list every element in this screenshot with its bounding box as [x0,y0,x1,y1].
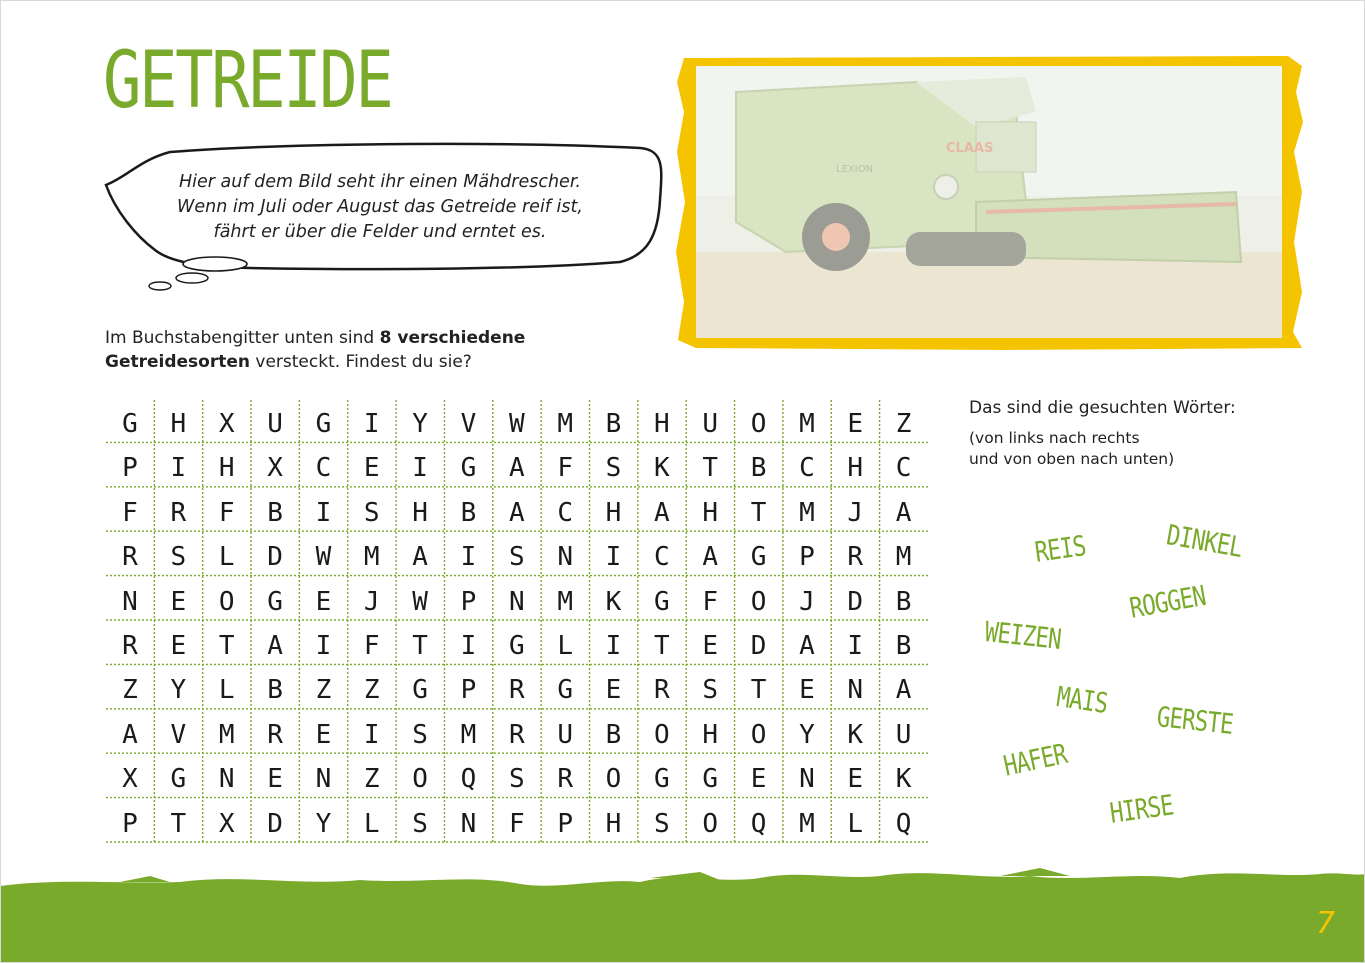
bubble-line: Wenn im Juli oder August das Getreide reif ist, [177,197,583,217]
grid-cell[interactable]: O [750,409,767,439]
intro-part2: versteckt. Findest du sie? [250,352,472,372]
word-list-title: Das sind die gesuchten Wörter: [969,398,1236,418]
grid-cell[interactable]: E [702,631,719,661]
grid-cell[interactable]: O [654,719,670,750]
grid-cell[interactable]: X [218,808,235,839]
grid-cell[interactable]: E [315,586,332,617]
grid-cell[interactable]: D [267,542,283,573]
bubble-line: fährt er über die Felder und erntet es. [213,222,547,242]
grid-cell[interactable]: E [267,764,283,795]
model-label: LEXION [836,164,874,175]
intro-bold2: Getreidesorten [105,352,250,372]
word-dinkel: DINKEL [1164,518,1245,564]
grid-cell[interactable]: Z [363,764,380,795]
grid-cell[interactable]: G [170,764,187,795]
grid-cell[interactable]: A [895,675,912,706]
grid-cell[interactable]: I [412,453,428,484]
grid-cell[interactable]: T [412,631,428,661]
grid-cell[interactable]: M [799,409,815,439]
grid-cell[interactable]: B [895,631,912,661]
grid-cell[interactable]: R [122,542,138,573]
grid-cell[interactable]: P [799,542,815,573]
word-roggen: ROGGEN [1127,579,1208,625]
grid-cell[interactable]: N [460,808,477,839]
grid-cell[interactable]: G [412,675,428,706]
grid-cell[interactable]: S [508,542,525,573]
brand-label: CLAAS [946,141,994,156]
grid-cell[interactable]: X [122,764,138,795]
grid-cell[interactable]: Q [895,808,912,839]
grid-cell[interactable]: T [702,453,719,484]
grid-cell[interactable]: E [315,719,332,750]
word-hafer: HAFER [1000,737,1070,783]
grid-cell[interactable]: D [750,631,767,661]
grid-cell[interactable]: F [557,453,573,484]
grid-cell[interactable]: P [122,808,138,839]
grid-cell[interactable]: S [654,808,670,839]
grid-cell[interactable]: C [315,453,332,484]
grid-cell[interactable]: M [557,409,573,439]
grid-cell[interactable]: I [460,631,477,661]
grid-cell[interactable]: G [315,409,332,439]
grid-cell[interactable]: H [605,808,622,839]
grid-cell[interactable]: H [412,497,428,528]
grid-cell[interactable]: B [750,453,767,484]
grid-cell[interactable]: P [460,675,477,706]
grid-cell[interactable]: L [847,808,864,839]
grid-cell[interactable]: I [847,631,864,661]
grid-cell[interactable]: Y [315,808,332,839]
grid-cell[interactable]: P [460,586,477,617]
grid-cell[interactable]: D [267,808,283,839]
grid-cell[interactable]: O [412,764,428,795]
grid-cell[interactable]: C [654,542,670,573]
grid-cell[interactable]: M [895,542,912,573]
grid-cell[interactable]: X [218,409,235,439]
grid-cell[interactable]: W [412,586,428,617]
grid-cell[interactable]: U [895,719,912,750]
grid-cell[interactable]: Q [750,808,767,839]
grid-cell[interactable]: E [363,453,380,484]
grid-cell[interactable]: K [605,586,622,617]
grid-cell[interactable]: F [218,497,235,528]
grid-cell[interactable]: T [170,808,187,839]
grid-cell[interactable]: I [460,542,477,573]
grid-cell[interactable]: R [122,631,138,661]
grid-cell[interactable]: E [750,764,767,795]
grid-cell[interactable]: Z [895,409,912,439]
word-mais: MAIS [1054,680,1110,720]
harvester-photo [676,52,1304,352]
grid-cell[interactable]: A [702,542,719,573]
grid-cell[interactable]: G [557,675,573,706]
grid-cell[interactable]: H [702,497,719,528]
grid-cell[interactable]: X [267,453,283,484]
grid-cell[interactable]: N [315,764,332,795]
grid-cell[interactable]: E [847,409,864,439]
grid-cell[interactable]: N [508,586,525,617]
grid-cell[interactable]: E [799,675,815,706]
grid-cell[interactable]: G [654,586,670,617]
grid-cell[interactable]: S [412,719,428,750]
grid-cell[interactable]: J [363,586,380,617]
grid-cell[interactable]: G [750,542,767,573]
grid-cell[interactable]: L [218,675,235,706]
page-number: 7 [1316,906,1336,941]
grid-cell[interactable]: B [267,497,283,528]
grid-cell[interactable]: A [508,497,525,528]
grid-cell[interactable]: R [267,719,283,750]
word-list-hint-line: und von oben nach unten) [969,450,1175,468]
grid-cell[interactable]: S [412,808,428,839]
grid-cell[interactable]: R [847,542,864,573]
grid-cell[interactable]: Y [799,719,815,750]
grid-cell[interactable]: F [508,808,525,839]
grid-cell[interactable]: H [847,453,864,484]
grid-cell[interactable]: O [605,764,622,795]
grid-cell[interactable]: T [750,675,767,706]
grid-cell[interactable]: Z [122,675,138,706]
grid-cell[interactable]: E [170,631,187,661]
grid-cell[interactable]: M [557,586,573,617]
grid-cell[interactable]: L [363,808,380,839]
grid-cell[interactable]: A [799,631,815,661]
grid-cell[interactable]: P [557,808,573,839]
word-search-grid [106,400,928,844]
green-ground [0,860,1365,963]
word-list-hint-line: (von links nach rechts [969,429,1140,447]
grid-cell[interactable]: I [605,631,622,661]
grid-cell[interactable]: E [170,586,187,617]
grid-cell[interactable]: A [267,631,283,661]
grid-cell[interactable]: B [605,719,622,750]
grid-cell[interactable]: R [170,497,187,528]
harvester-illustration [676,52,1304,352]
grid-cell[interactable]: B [460,497,477,528]
grid-cell[interactable]: O [702,808,719,839]
grid-cell[interactable]: F [702,586,719,617]
grid-cell[interactable]: H [605,497,622,528]
grid-cell[interactable]: U [702,409,719,439]
grid-cell[interactable]: A [508,453,525,484]
grid-cell[interactable]: T [654,631,670,661]
grid-cell[interactable]: U [267,409,283,439]
grid-cell[interactable]: K [895,764,912,795]
word-hirse: HIRSE [1107,788,1176,830]
grid-cell[interactable]: R [557,764,573,795]
grid-cell[interactable]: H [702,719,719,750]
grid-cell[interactable]: O [750,719,767,750]
grid-cell[interactable]: R [508,675,525,706]
grid-cell[interactable]: G [267,586,283,617]
grid-cell[interactable]: J [799,586,815,617]
grid-cell[interactable]: V [460,409,477,439]
grid-cell[interactable]: N [799,764,815,795]
grid-cell[interactable]: K [654,453,670,484]
grid-cell[interactable]: S [363,497,380,528]
grid-cell[interactable]: Z [315,675,332,706]
grid-cell[interactable]: G [654,764,670,795]
grid-cell[interactable]: P [122,453,138,484]
grid-cell[interactable]: Q [460,764,477,795]
grid-cell[interactable]: R [508,719,525,750]
grid-cell[interactable]: S [508,764,525,795]
grid-cell[interactable]: N [557,542,573,573]
grid-cell[interactable]: N [122,586,138,617]
grid-cell[interactable]: A [895,497,912,528]
grid-cell[interactable]: G [508,631,525,661]
grid-cell[interactable]: S [170,542,187,573]
grid-cell[interactable]: Y [170,675,187,706]
grid-cell[interactable]: M [799,497,815,528]
grid-cell[interactable]: I [170,453,187,484]
grid-cell[interactable]: I [315,631,332,661]
grid-cell[interactable]: A [654,497,670,528]
grid-cell[interactable]: I [605,542,622,573]
grid-cell[interactable]: S [605,453,622,484]
grid-cell[interactable]: G [702,764,719,795]
grid-cell[interactable]: C [895,453,912,484]
grid-cell[interactable]: F [363,631,380,661]
grid-cell[interactable]: B [895,586,912,617]
grid-cell[interactable]: H [654,409,670,439]
word-reis: REIS [1032,529,1088,569]
grid-cell[interactable]: V [170,719,187,750]
page-title: GETREIDE [103,36,392,126]
intro-part1: Im Buchstabengitter unten sind [105,328,380,348]
grid-cell[interactable]: T [218,631,235,661]
grid-cell[interactable]: O [750,586,767,617]
grid-cell[interactable]: S [702,675,719,706]
grid-cell[interactable]: L [218,542,235,573]
grid-cell[interactable]: Z [363,675,380,706]
grid-cell[interactable]: R [654,675,670,706]
grid-cell[interactable]: G [122,409,138,439]
grid-cell[interactable]: J [847,497,864,528]
grid-cell[interactable]: T [750,497,767,528]
bubble-line: Hier auf dem Bild seht ihr einen Mähdrescher. [179,172,581,192]
grid-cell[interactable]: W [315,542,332,573]
word-list-hint [969,428,1229,470]
grid-cell[interactable]: L [557,631,573,661]
grid-cell[interactable]: H [218,453,235,484]
intro-bold1: 8 verschiedene [379,328,526,348]
grid-cell[interactable]: G [460,453,477,484]
grid-cell[interactable]: K [847,719,864,750]
word-gerste: GERSTE [1155,700,1235,741]
grid-cell[interactable]: I [363,409,380,439]
grid-cell[interactable]: M [363,542,380,573]
grid-cell[interactable]: N [847,675,864,706]
intro-text [105,326,645,374]
grid-cell[interactable]: M [218,719,235,750]
grid-cell[interactable]: M [799,808,815,839]
grid-cell[interactable]: O [218,586,235,617]
grid-cell[interactable]: I [363,719,380,750]
grid-cell[interactable]: M [460,719,477,750]
grid-cell[interactable]: N [218,764,235,795]
grid-cell[interactable]: F [122,497,138,528]
grid-cell[interactable]: U [557,719,573,750]
grid-cell[interactable]: C [557,497,573,528]
grid-cell[interactable]: E [847,764,864,795]
bubble-text [140,170,620,245]
grid-cell[interactable]: B [267,675,283,706]
grid-cell[interactable]: A [122,719,138,750]
grid-cell[interactable]: H [170,409,187,439]
grid-cell[interactable]: Y [412,409,428,439]
grid-cell[interactable]: E [605,675,622,706]
grid-cell[interactable]: D [847,586,864,617]
grid-cell[interactable]: C [799,453,815,484]
word-weizen: WEIZEN [983,615,1063,656]
grid-cell[interactable]: A [412,542,428,573]
grid-cell[interactable]: I [315,497,332,528]
grid-cell[interactable]: B [605,409,622,439]
grid-cell[interactable]: W [508,409,525,439]
